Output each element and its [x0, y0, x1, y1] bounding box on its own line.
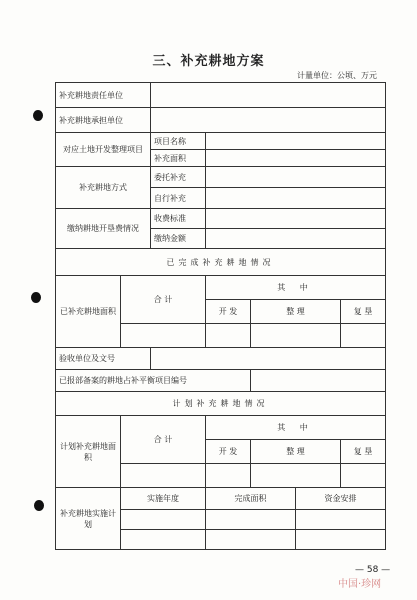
- plan-area-label: 计划补充耕地面积: [56, 416, 121, 488]
- undertake-unit-label: 补充耕地承担单位: [56, 108, 151, 133]
- schedule-year-value: [121, 530, 206, 550]
- schedule-funds-value: [296, 530, 386, 550]
- self-value: [206, 188, 386, 209]
- unit-note: 计量单位：公顷、万元: [297, 71, 377, 80]
- schedule-year-label: 实施年度: [121, 488, 206, 510]
- done-section-header: 已完成补充耕地情况: [56, 249, 386, 276]
- plan-reclaim-label: 复 垦: [341, 440, 386, 464]
- done-among-label: 其 中: [206, 276, 386, 300]
- entrust-value: [206, 167, 386, 188]
- fee-amount-value: [206, 229, 386, 249]
- row-undertake-unit: [56, 108, 386, 133]
- schedule-area-value: [206, 530, 296, 550]
- done-develop-value: [206, 324, 251, 348]
- supp-area-value: [206, 150, 386, 167]
- form-table: [55, 82, 386, 550]
- plan-total-label: 合 计: [121, 416, 206, 464]
- row-done-header: [56, 249, 386, 276]
- done-reclaim-value: [341, 324, 386, 348]
- done-develop-label: 开 发: [206, 300, 251, 324]
- row-done-among: [56, 276, 386, 300]
- row-resp-unit: [56, 83, 386, 108]
- resp-unit-value: [151, 83, 386, 108]
- row-acceptance: [56, 348, 386, 370]
- fee-label: 缴纳耕地开垦费情况: [56, 209, 151, 249]
- plan-total-value: [121, 464, 206, 488]
- plan-section-header: 计划补充耕地情况: [56, 392, 386, 416]
- project-label: 对应土地开发整理项目: [56, 133, 151, 167]
- row-project-name: [56, 133, 386, 150]
- schedule-year-value: [121, 510, 206, 530]
- method-label: 补充耕地方式: [56, 167, 151, 209]
- project-name-value: [206, 133, 386, 150]
- plan-arrange-label: 整 理: [251, 440, 341, 464]
- filed-value: [251, 370, 386, 392]
- plan-arrange-value: [251, 464, 341, 488]
- done-reclaim-label: 复 垦: [341, 300, 386, 324]
- punch-hole: [33, 110, 43, 121]
- fee-amount-label: 缴纳金额: [151, 229, 206, 249]
- plan-develop-value: [206, 464, 251, 488]
- project-name-label: 项目名称: [151, 133, 206, 150]
- schedule-area-label: 完成面积: [206, 488, 296, 510]
- schedule-funds-value: [296, 510, 386, 530]
- page-number: — 58 —: [355, 565, 391, 575]
- row-fee-std: [56, 209, 386, 229]
- row-entrust: [56, 167, 386, 188]
- plan-reclaim-value: [341, 464, 386, 488]
- schedule-area-value: [206, 510, 296, 530]
- entrust-label: 委托补充: [151, 167, 206, 188]
- schedule-label: 补充耕地实施计划: [56, 488, 121, 550]
- punch-hole: [34, 500, 44, 511]
- row-plan-header: [56, 392, 386, 416]
- acceptance-label: 验收单位及文号: [56, 348, 151, 370]
- row-schedule-header: [56, 488, 386, 510]
- fee-std-value: [206, 209, 386, 229]
- page-title: 三、补充耕地方案: [152, 54, 265, 69]
- acceptance-value: [151, 348, 386, 370]
- done-total-label: 合 计: [121, 276, 206, 324]
- watermark: 中国·珍网: [338, 579, 382, 590]
- resp-unit-label: 补充耕地责任单位: [56, 83, 151, 108]
- fee-std-label: 收费标准: [151, 209, 206, 229]
- done-arrange-label: 整 理: [251, 300, 341, 324]
- schedule-funds-label: 资金安排: [296, 488, 386, 510]
- done-arrange-value: [251, 324, 341, 348]
- supp-area-label: 补充面积: [151, 150, 206, 167]
- plan-develop-label: 开 发: [206, 440, 251, 464]
- done-total-value: [121, 324, 206, 348]
- row-filed: [56, 370, 386, 392]
- undertake-unit-value: [151, 108, 386, 133]
- done-area-label: 已补充耕地面积: [56, 276, 121, 348]
- punch-hole: [31, 292, 41, 303]
- plan-among-label: 其 中: [206, 416, 386, 440]
- filed-label: 已报部备案的耕地占补平衡项目编号: [56, 370, 251, 392]
- self-label: 自行补充: [151, 188, 206, 209]
- row-plan-among: [56, 416, 386, 440]
